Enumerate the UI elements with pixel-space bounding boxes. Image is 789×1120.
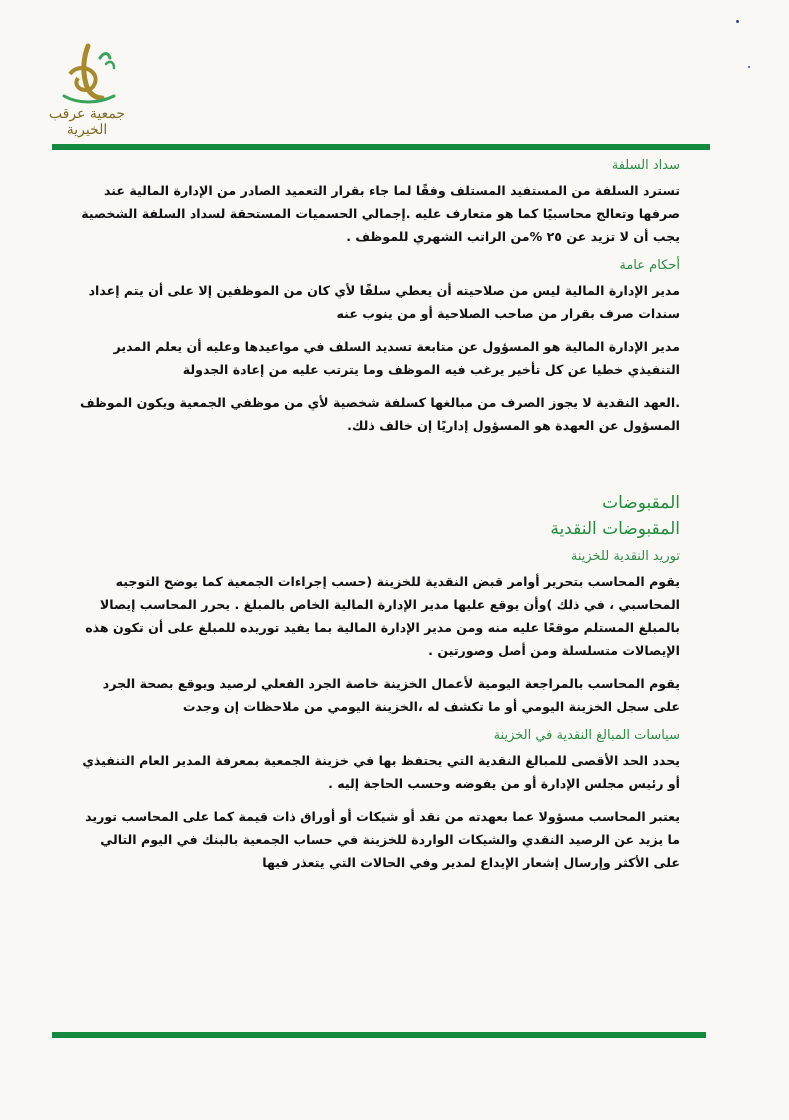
scan-speck <box>736 20 739 23</box>
heading-receipts: المقبوضات <box>602 493 680 513</box>
paragraph-provision-1: مدير الإدارة المالية ليس من صلاحيته أن يعطي سلفًا لأي كان من الموظفين إلا على أن يتم إعداد سندات صرف بقرار من صاحب الصلاحية أو من ينوب عنه <box>88 283 680 321</box>
heading-cash-receipts: المقبوضات النقدية <box>550 519 680 539</box>
heading-loan-repayment: سداد السلفة <box>611 158 680 173</box>
paragraph-cash-deposit: يقوم المحاسب بتحرير أوامر قبض النقدية للخزينة (حسب إجراءات الجمعية كما يوضح التوجيه المحاسبي ، في ذلك )وأن يوقع عليها مدير الإدارة المالية الخاص بالمبلغ . يحرر المحاسب إيصالا بالمبلغ المستلم موقعًا عليه منه ومن مدير الإدارة المالية بما يفيد توريده للمبلغ على أن تكون هذه الإيصالات متسلسلة ومن أصل وصورتين . <box>85 574 680 658</box>
paragraph-loan-repayment: تسترد السلفة من المستفيد المستلف وفقًا لما جاء بقرار التعميد الصادر من الإدارة المالية عند صرفها وتعالج محاسبيًا كما هو متعارف عليه .إجمالي الحسميات المستحقة لسداد السلفة الشخصية يجب أن لا تزيد عن ٢٥ %من الراتب الشهري للموظف . <box>81 183 680 244</box>
footer-divider <box>52 1032 706 1038</box>
paragraph-daily-review: يقوم المحاسب بالمراجعة اليومية لأعمال الخزينة خاصة الجرد الفعلي لرصيد ويوقع بصحة الجرد على سجل الخزينة اليومي أو ما تكشف له ،الخزينة اليومي من ملاحظات إن وجدت <box>102 676 680 714</box>
document-body <box>78 150 680 884</box>
paragraph-accountant-responsibility: يعتبر المحاسب مسؤولا عما بعهدته من نقد أو شيكات أو أوراق ذات قيمة كما على المحاسب توريد ما يزيد عن الرصيد النقدي والشيكات الواردة للخزينة في حساب الجمعية بالبنك في اليوم التالي على الأكثر وإرسال إشعار الإيداع لمدير وفي الحالات التي يتعذر فيها <box>85 809 680 870</box>
heading-cash-deposit: توريد النقدية للخزينة <box>570 549 680 564</box>
paragraph-provision-3: .العهد النقدية لا يجوز الصرف من مبالغها كسلفة شخصية لأي من موظفي الجمعية ويكون الموظف المسؤول عن العهدة هو المسؤول إداريًا إن خالف ذلك. <box>80 395 680 433</box>
scan-speck <box>748 66 750 68</box>
paragraph-provision-2: مدير الإدارة المالية هو المسؤول عن متابعة تسديد السلف في مواعيدها وعليه أن يعلم المدير التنفيذي خطيا عن كل تأخير يرغب فيه الموظف وما يترتب عليه من إعادة الجدولة <box>113 339 680 377</box>
heading-general-provisions: أحكام عامة <box>619 258 680 273</box>
organization-logo <box>48 40 126 138</box>
heading-cash-policies: سياسات المبالغ النقدية في الخزينة <box>493 728 680 743</box>
logo-title: جمعية عرقب الخيرية <box>48 106 126 138</box>
paragraph-cash-limit: يحدد الحد الأقصى للمبالغ النقدية التي يحتفظ بها في خزينة الجمعية بمعرفة المدير العام التنفيذي أو رئيس مجلس الإدارة أو من يفوضه وحسب الحاجة إليه . <box>82 753 680 791</box>
logo-calligraphy-icon <box>48 40 126 110</box>
